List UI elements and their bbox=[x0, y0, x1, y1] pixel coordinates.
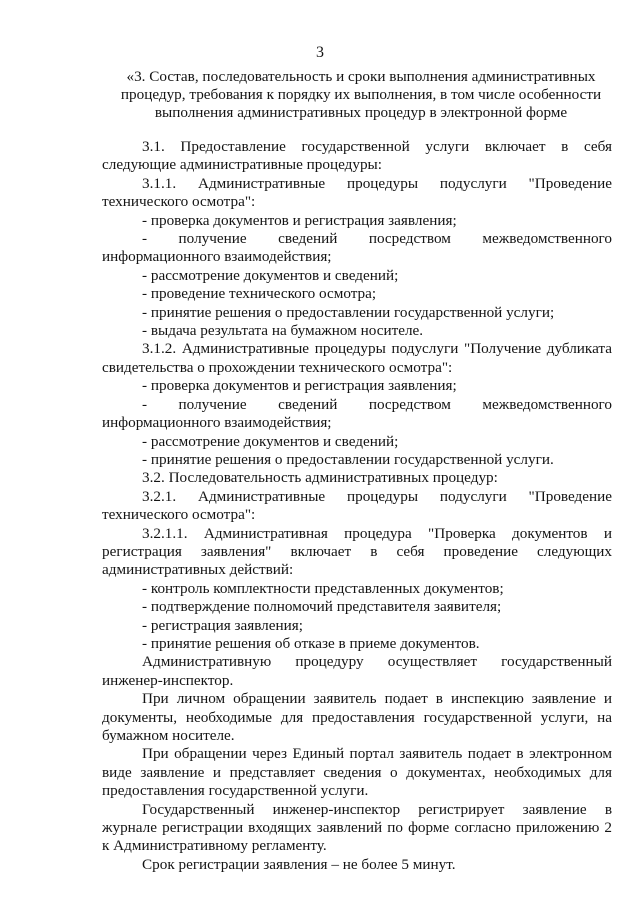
list-item: - принятие решения о предоставлении государственной услуги; bbox=[142, 303, 555, 321]
list-item: - контроль комплектности представленных документов; bbox=[142, 579, 504, 597]
list-item: - рассмотрение документов и сведений; bbox=[142, 266, 399, 284]
paragraph-3-2-1-1: 3.2.1.1. Административная процедура "Проверка документов и регистрация заявления" включает в себя проведение следующих административных действий: bbox=[102, 524, 612, 579]
paragraph-3-1-1: 3.1.1. Административные процедуры подуслуги "Проведение технического осмотра": bbox=[102, 174, 612, 211]
paragraph-registration: Государственный инженер-инспектор регистрирует заявление в журнале регистрации входящих заявлений по форме согласно приложению 2 к Административному регламенту. bbox=[102, 800, 612, 855]
list-item: - проведение технического осмотра; bbox=[142, 285, 377, 303]
list-item: - подтверждение полномочий представителя заявителя; bbox=[142, 598, 502, 616]
list-item: - проверка документов и регистрация заявления; bbox=[142, 377, 457, 395]
paragraph-performer: Административную процедуру осуществляет государственный инженер-инспектор. bbox=[102, 653, 612, 689]
paragraph-3-1-2: 3.1.2. Административные процедуры подуслуги "Получение дубликата свидетельства о прохождении технического осмотра": bbox=[102, 340, 612, 376]
list-item: - регистрация заявления; bbox=[142, 616, 303, 634]
paragraph-personal-visit: При личном обращении заявитель подает в инспекцию заявление и документы, необходимые для предоставления государственной услуги, на бумажном носителе. bbox=[102, 690, 612, 744]
list-item: - принятие решения о предоставлении государственной услуги. bbox=[142, 450, 554, 468]
list-item: - проверка документов и регистрация заявления; bbox=[142, 211, 457, 229]
paragraph-3-1: 3.1. Предоставление государственной услуги включает в себя следующие административные процедуры: bbox=[102, 138, 612, 174]
page-number: 3 bbox=[316, 44, 324, 61]
paragraph-3-2: 3.2. Последовательность административных процедур: bbox=[142, 469, 498, 487]
section-heading: «3. Состав, последовательность и сроки выполнения административных процедур, требования к порядку их выполнения, в том числе особенности выполнения административных процедур в электронной форме bbox=[120, 68, 602, 121]
list-item: - рассмотрение документов и сведений; bbox=[142, 432, 399, 450]
list-item: - получение сведений посредством межведомственного информационного взаимодействия; bbox=[102, 395, 612, 432]
document-body bbox=[102, 138, 612, 874]
list-item: - выдача результата на бумажном носителе. bbox=[142, 322, 424, 340]
paragraph-registration-time: Срок регистрации заявления – не более 5 минут. bbox=[142, 855, 456, 873]
list-item: - получение сведений посредством межведомственного информационного взаимодействия; bbox=[102, 230, 612, 266]
paragraph-3-2-1: 3.2.1. Административные процедуры подуслуги "Проведение технического осмотра": bbox=[102, 487, 612, 524]
paragraph-portal: При обращении через Единый портал заявитель подает в электронном виде заявление и представляет сведения о документах, необходимых для предоставления государственной услуги. bbox=[102, 745, 612, 800]
list-item: - принятие решения об отказе в приеме документов. bbox=[142, 634, 480, 652]
